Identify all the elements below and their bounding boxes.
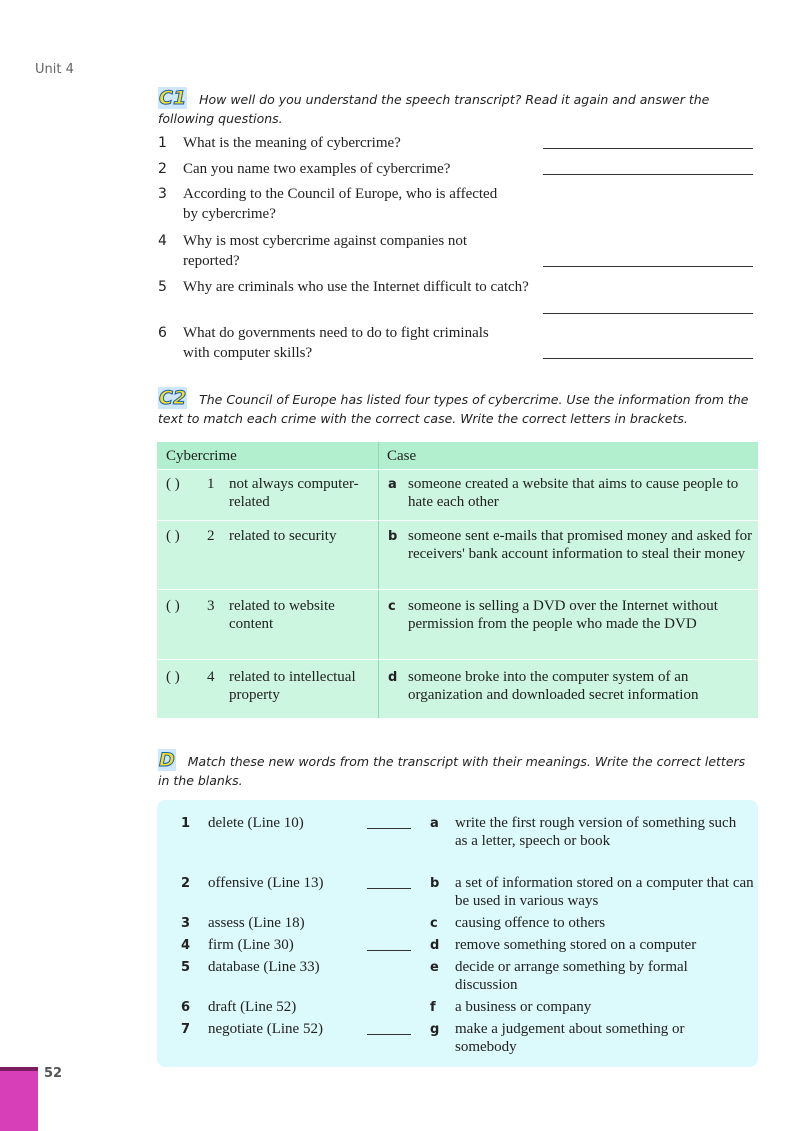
answer-blank[interactable]: [367, 1034, 411, 1035]
crime-number: 1: [207, 476, 215, 492]
row-divider: [157, 469, 758, 470]
word: offensive (Line 13): [208, 875, 324, 891]
word: draft (Line 52): [208, 999, 297, 1015]
word-number: 5: [181, 960, 191, 975]
word-number: 6: [181, 1000, 191, 1015]
case-text: someone is selling a DVD over the Internet without permission from the people who made the DVD: [408, 598, 718, 632]
question-text: According to the Council of Europe, who is affected by cybercrime?: [183, 186, 498, 222]
meaning: a set of information stored on a computer that can be used in various ways: [455, 875, 754, 909]
c1-instruction: [158, 88, 758, 128]
table-header: [157, 442, 758, 469]
case-letter: a: [388, 477, 397, 492]
page-color-tab: [0, 1067, 38, 1131]
meaning: make a judgement about something or somebody: [455, 1021, 685, 1055]
answer-bracket[interactable]: ( ): [166, 598, 180, 614]
crime-type: related to security: [229, 528, 337, 544]
question-number: 2: [158, 161, 167, 177]
question-number: 3: [158, 186, 167, 202]
word: negotiate (Line 52): [208, 1021, 323, 1037]
page-number: 52: [44, 1066, 63, 1081]
word: delete (Line 10): [208, 815, 304, 831]
crime-type: not always computer-related: [229, 476, 359, 510]
question-number: 4: [158, 233, 167, 249]
row-divider: [157, 520, 758, 521]
answer-blank[interactable]: [367, 888, 411, 889]
crime-number: 2: [207, 528, 215, 544]
meaning-letter: d: [430, 938, 440, 953]
meaning-letter: g: [430, 1022, 440, 1037]
meaning: causing offence to others: [455, 915, 606, 931]
meaning: decide or arrange something by formal discussion: [455, 959, 688, 993]
meaning-letter: a: [430, 816, 439, 831]
answer-bracket[interactable]: ( ): [166, 528, 180, 544]
c2-instruction: [158, 388, 760, 428]
crime-number: 4: [207, 669, 215, 685]
c2-badge: C2: [159, 387, 187, 409]
answer-bracket[interactable]: ( ): [166, 476, 180, 492]
answer-line[interactable]: [543, 358, 753, 359]
d-badge: D: [159, 749, 175, 771]
answer-line[interactable]: [543, 266, 753, 267]
d-instruction: [158, 750, 758, 790]
row-divider: [157, 659, 758, 660]
row-divider: [157, 589, 758, 590]
meaning: a business or company: [455, 999, 592, 1015]
crime-type: related to intellectual property: [229, 669, 356, 703]
meaning-letter: f: [430, 1000, 436, 1015]
d-instruction-text: Match these new words from the transcript with their meanings. Write the correct letters in the blanks.: [158, 754, 746, 788]
question-text: What do governments need to do to fight criminals with computer skills?: [183, 325, 489, 361]
c1-instruction-text: How well do you understand the speech transcript? Read it again and answer the following questions.: [158, 92, 710, 126]
cybercrime-table: [157, 442, 758, 718]
crime-type: related to website content: [229, 598, 335, 632]
case-letter: c: [388, 599, 396, 614]
meaning-letter: c: [430, 916, 438, 931]
word-number: 3: [181, 916, 191, 931]
meaning-letter: b: [430, 876, 440, 891]
crime-number: 3: [207, 598, 215, 614]
case-text: someone created a website that aims to cause people to hate each other: [408, 476, 739, 510]
answer-bracket[interactable]: ( ): [166, 669, 180, 685]
word-number: 4: [181, 938, 191, 953]
word-number: 2: [181, 876, 191, 891]
c2-instruction-text: The Council of Europe has listed four types of cybercrime. Use the information from the text to match each crime with the correct case. Write the correct letters in brackets.: [158, 392, 749, 426]
meaning: remove something stored on a computer: [455, 937, 697, 953]
meaning: write the first rough version of something such as a letter, speech or book: [455, 815, 737, 849]
question-text: Why is most cybercrime against companies not reported?: [183, 233, 468, 269]
case-letter: b: [388, 529, 398, 544]
case-text: someone sent e-mails that promised money and asked for receivers' bank account information to steal their money: [408, 528, 753, 562]
question-text: What is the meaning of cybercrime?: [183, 135, 401, 151]
question-number: 1: [158, 135, 167, 151]
question-number: 5: [158, 279, 167, 295]
question-text: Why are criminals who use the Internet difficult to catch?: [183, 279, 529, 295]
question-text: Can you name two examples of cybercrime?: [183, 161, 451, 177]
unit-label: Unit 4: [35, 62, 74, 77]
answer-line[interactable]: [543, 148, 753, 149]
header-cybercrime: Cybercrime: [166, 448, 237, 464]
answer-blank[interactable]: [367, 950, 411, 951]
word-matching-box: [157, 800, 758, 1067]
word: assess (Line 18): [208, 915, 305, 931]
case-text: someone broke into the computer system of an organization and downloaded secret information: [408, 669, 699, 703]
question-number: 6: [158, 325, 167, 341]
word-number: 1: [181, 816, 191, 831]
answer-line[interactable]: [543, 313, 753, 314]
word: firm (Line 30): [208, 937, 294, 953]
answer-line[interactable]: [543, 174, 753, 175]
answer-blank[interactable]: [367, 828, 411, 829]
word: database (Line 33): [208, 959, 320, 975]
case-letter: d: [388, 670, 398, 685]
word-number: 7: [181, 1022, 191, 1037]
header-case: Case: [387, 448, 417, 464]
c1-badge: C1: [159, 87, 187, 109]
meaning-letter: e: [430, 960, 439, 975]
